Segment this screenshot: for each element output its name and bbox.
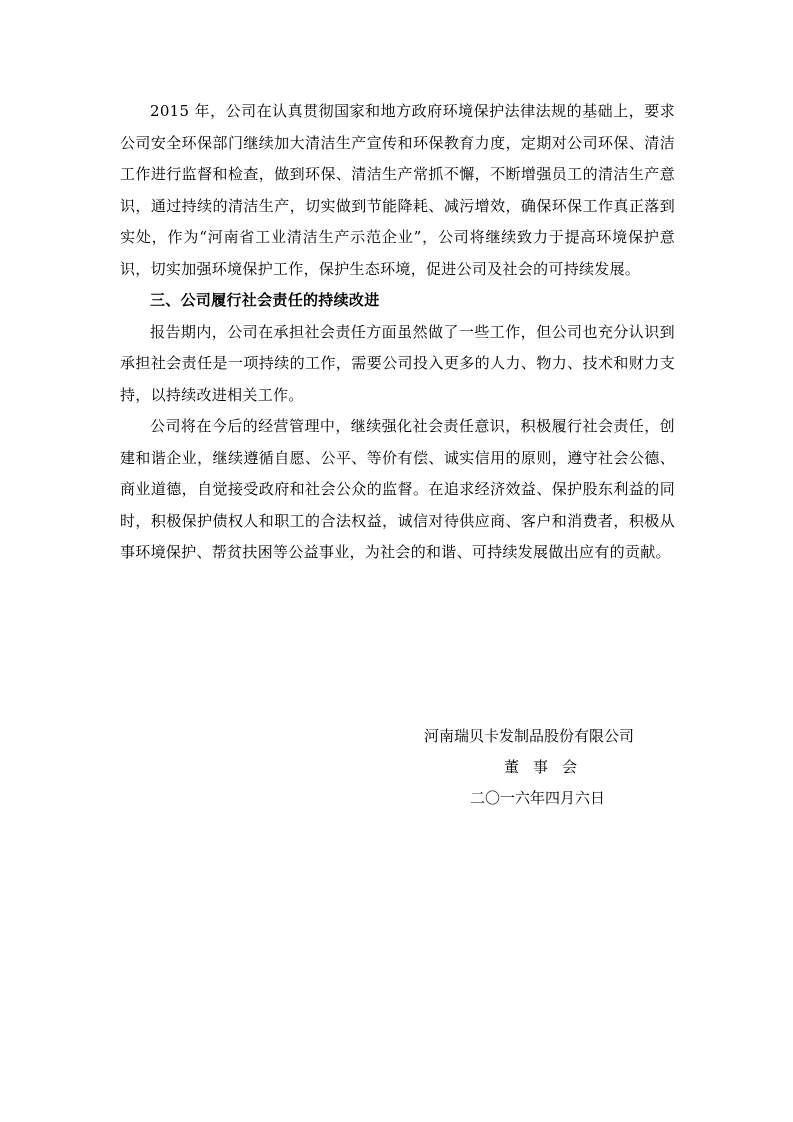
section-heading: 三、公司履行社会责任的持续改进	[150, 291, 380, 309]
paragraph-environmental-protection: 2015 年，公司在认真贯彻国家和地方政府环境保护法律法规的基础上，要求公司安全环保部门继续加大清洁生产宣传和环保教育力度，定期对公司环保、清洁工作进行监督和检查，做到环保、清洁生产常抓不懈，不断增强员工的清洁生产意识，通过持续的清洁生产，切实做到节能降耗、减污增效，确保环保工作真正落到实处，作为“河南省工业清洁生产示范企业”，公司将继续致力于提高环境保护意识，切实加强环境保护工作，保护生态环境，促进公司及社会的可持续发展。	[120, 102, 675, 278]
paragraph-reporting-period: 报告期内，公司在承担社会责任方面虽然做了一些工作，但公司也充分认识到承担社会责任是一项持续的工作，需要公司投入更多的人力、物力、技术和财力支持，以持续改进相关工作。	[120, 322, 675, 404]
paragraph-future-commitment: 公司将在今后的经营管理中，继续强化社会责任意识，积极履行社会责任，创建和谐企业，继续遵循自愿、公平、等价有偿、诚实信用的原则，遵守社会公德、商业道德，自觉接受政府和社会公众的监督。在追求经济效益、保护股东利益的同时，积极保护债权人和职工的合法权益，诚信对待供应商、客户和消费者，积极从事环境保护、帮贫扶困等公益事业，为社会的和谐、可持续发展做出应有的贡献。	[120, 417, 675, 561]
signature-date: 二〇一六年四月六日	[470, 789, 606, 807]
document-body	[120, 96, 675, 569]
signature-board: 董事会	[504, 758, 592, 776]
signature-company: 河南瑞贝卡发制品股份有限公司	[424, 727, 635, 745]
